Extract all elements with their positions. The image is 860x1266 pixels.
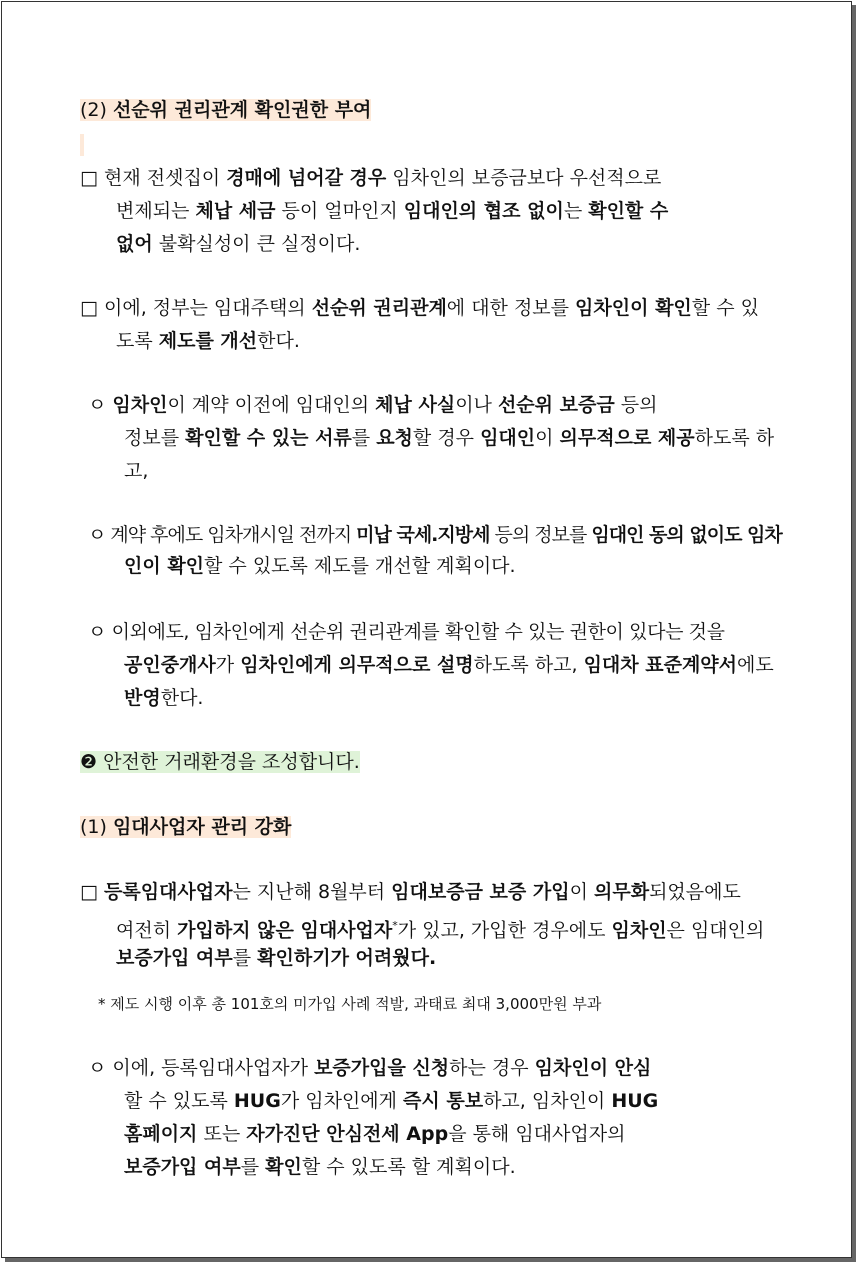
text-span: 도록 xyxy=(116,330,159,352)
number-two-icon: ❷ xyxy=(80,751,98,773)
paragraph-line xyxy=(88,616,725,649)
text-span: 에 대한 정보를 xyxy=(446,297,576,319)
bold-text: 확인하기가 어려웠다. xyxy=(257,947,437,969)
bold-text: 자가진단 안심전세 App xyxy=(246,1123,449,1145)
section-heading-1 xyxy=(80,811,291,844)
text-span: (1) xyxy=(80,816,113,838)
paragraph-line xyxy=(124,649,774,682)
text-span: 등이 얼마인지 xyxy=(275,200,404,222)
bold-text: 의무화 xyxy=(594,881,650,903)
text-span: 한다. xyxy=(257,330,300,352)
text-span: 할 수 있도록 제도를 개선할 계획이다. xyxy=(204,555,516,577)
bold-text: 공인중개사 xyxy=(124,654,216,676)
bold-text: 미납 국세.지방세 xyxy=(356,524,490,546)
section-title xyxy=(80,746,360,779)
text-span: 변제되는 xyxy=(116,200,196,222)
text-span: 에도 xyxy=(737,654,774,676)
text-span: 할 수 있도록 할 계획이다. xyxy=(301,1156,516,1178)
footnote: * 제도 시행 이후 총 101호의 미가입 사례 적발, 과태료 최대 3,000만원 부과 xyxy=(98,995,602,1013)
paragraph-line xyxy=(124,682,203,715)
bold-text: 없어 xyxy=(116,233,153,255)
paragraph-line xyxy=(116,195,668,228)
bold-text: 임대차 표준계약서 xyxy=(583,654,738,676)
text-span: ㅇ 계약 후에도 임차개시일 전까지 xyxy=(88,524,357,546)
paragraph-line xyxy=(80,876,741,909)
paragraph-line xyxy=(80,292,759,325)
section-heading-2 xyxy=(80,94,371,127)
text-span: 하고, 임차인이 xyxy=(483,1090,612,1112)
text-span: 또는 xyxy=(197,1123,247,1145)
bold-text: 체납 사실 xyxy=(375,394,456,416)
bold-text: 선순위 권리관계 확인권한 부여 xyxy=(112,99,372,121)
text-span: 을 통해 임대사업자의 xyxy=(448,1123,626,1145)
bold-text: 인이 확인 xyxy=(124,555,205,577)
bold-text: 보증가입을 신청 xyxy=(314,1057,450,1079)
text-span: 하는 경우 xyxy=(449,1057,535,1079)
bold-text: 보증가입 여부 xyxy=(124,1156,241,1178)
bold-text: 반영 xyxy=(124,687,161,709)
paragraph-line xyxy=(124,1151,516,1184)
paragraph-line xyxy=(116,942,436,975)
text-span: □ 이에, 정부는 임대주택의 xyxy=(80,297,312,319)
text-span: 이나 xyxy=(455,394,498,416)
paragraph-line xyxy=(124,422,774,455)
text-span: 불확실성이 큰 실정이다. xyxy=(152,233,361,255)
text-span: 등의 xyxy=(614,394,658,416)
bold-text: 임대인 동의 없이도 임차 xyxy=(591,524,782,546)
bold-text: HUG xyxy=(611,1090,659,1112)
text-span: 할 경우 xyxy=(412,427,481,449)
text-span: 고, xyxy=(124,460,149,482)
bold-text: 확인 xyxy=(265,1156,302,1178)
text-span: 은 임대인의 xyxy=(666,919,765,942)
text-span: 가 xyxy=(215,654,241,676)
text-span: 임차인의 보증금보다 우선적으로 xyxy=(386,167,662,189)
text-span: 여전히 xyxy=(116,919,178,942)
bold-text: 임차인 xyxy=(112,394,168,416)
bold-text: 임대보증금 보증 가입 xyxy=(391,881,570,903)
bold-text: 보증가입 여부 xyxy=(116,947,233,969)
text-span: 하도록 하 xyxy=(694,427,775,449)
bold-text: HUG xyxy=(233,1090,281,1112)
bold-text: 경매에 넘어갈 경우 xyxy=(226,167,387,189)
bold-text: 임대인의 협조 없이 xyxy=(403,200,564,222)
text-span: 등의 정보를 xyxy=(489,524,592,546)
text-span: 를 xyxy=(351,427,377,449)
text-span: 이 xyxy=(535,427,560,449)
text-span: 한다. xyxy=(160,687,204,709)
text-span: 정보를 xyxy=(124,427,186,449)
text-span: 되었음에도 xyxy=(649,881,741,903)
paragraph-line xyxy=(124,1085,658,1118)
text-span: 하도록 하고, xyxy=(473,654,584,676)
bold-text: 임차인 xyxy=(611,919,667,942)
text-span: ㅇ 이에, 등록임대사업자가 xyxy=(88,1057,315,1079)
bold-text: 확인할 수 xyxy=(588,200,669,222)
paragraph-line xyxy=(88,1052,651,1085)
text-span: ㅇ xyxy=(88,394,113,416)
text-span: 가 있고, 가입한 경우에도 xyxy=(397,919,612,942)
text-span: 는 xyxy=(563,200,589,222)
text-span: 이 계약 이전에 임대인의 xyxy=(167,394,376,416)
text-span: 가 임차인에게 xyxy=(280,1090,404,1112)
bold-text: 임대사업자 관리 강화 xyxy=(112,816,292,838)
highlight-marker xyxy=(80,134,84,156)
text-span: 이 xyxy=(569,881,594,903)
bold-text: 제도를 개선 xyxy=(158,330,258,352)
bold-text: 임차인이 안심 xyxy=(534,1057,652,1079)
text-span: 를 xyxy=(240,1156,266,1178)
bold-text: 체납 세금 xyxy=(195,200,276,222)
text-span: (2) xyxy=(80,99,113,121)
paragraph-line xyxy=(80,162,661,195)
bold-text: 선순위 보증금 xyxy=(497,394,615,416)
text-span: □ xyxy=(80,881,104,903)
paragraph-line xyxy=(116,325,300,358)
text-span: 안전한 거래환경을 조성합니다. xyxy=(97,751,360,773)
bold-text: 확인할 수 있는 서류 xyxy=(185,427,352,449)
footnote-marker: * xyxy=(392,919,398,932)
paragraph-line xyxy=(124,455,148,488)
bold-text: 의무적으로 제공 xyxy=(559,427,695,449)
bold-text: 요청 xyxy=(376,427,413,449)
text-span: ㅇ 이외에도, 임차인에게 선순위 권리관계를 확인할 수 있는 권한이 있다는 것을 xyxy=(88,621,725,643)
paragraph-line xyxy=(88,389,657,422)
paragraph-line xyxy=(116,228,360,261)
paragraph-line xyxy=(124,550,516,583)
bold-text: 임대인 xyxy=(480,427,536,449)
bold-text: 홈페이지 xyxy=(124,1123,198,1145)
bold-text: 등록임대사업자 xyxy=(104,881,233,903)
bold-text: 즉시 통보 xyxy=(403,1090,484,1112)
bold-text: 임차인에게 의무적으로 설명 xyxy=(240,654,474,676)
paragraph-line xyxy=(124,1118,625,1151)
text-span: 는 지난해 8월부터 xyxy=(232,881,392,903)
text-span: 할 수 있 xyxy=(691,297,759,319)
text-span: 할 수 있도록 xyxy=(124,1090,234,1112)
text-span: 를 xyxy=(232,947,258,969)
text-span: □ 현재 전셋집이 xyxy=(80,167,227,189)
bold-text: 선순위 권리관계 xyxy=(311,297,447,319)
bold-text: 임차인이 확인 xyxy=(575,297,692,319)
paragraph-line xyxy=(88,519,782,552)
bold-text: 가입하지 않은 임대사업자 xyxy=(177,919,393,942)
